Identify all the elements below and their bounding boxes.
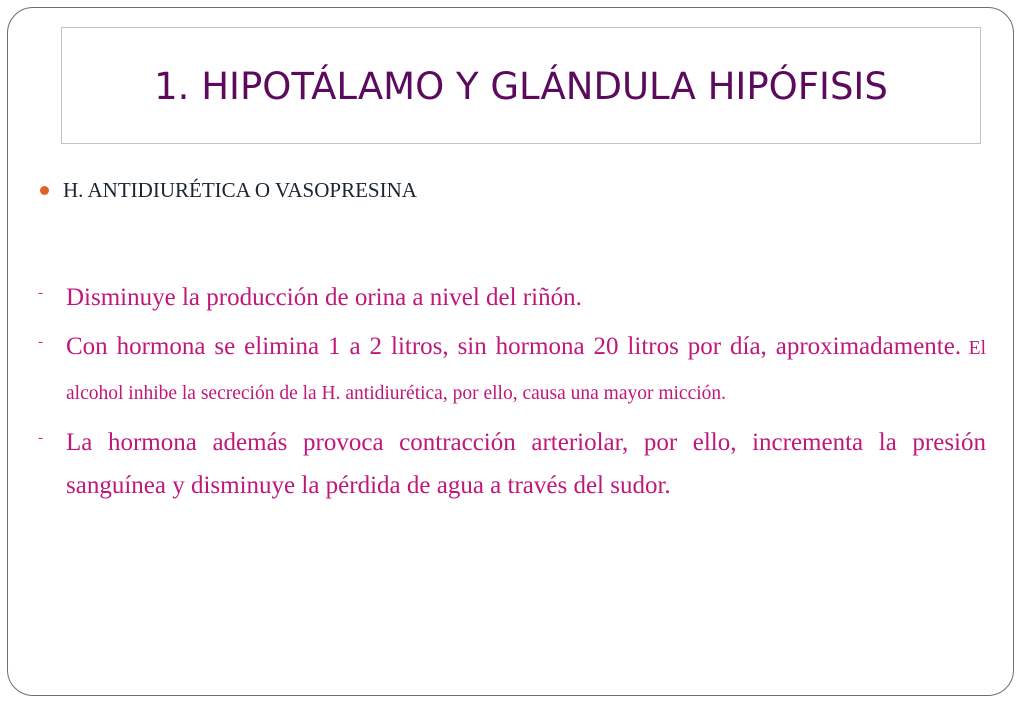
bullet-heading-text: H. ANTIDIURÉTICA O VASOPRESINA [63,178,417,202]
bullet-dot-icon [40,186,49,195]
list-item [38,421,986,507]
dash-list [38,276,986,513]
bullet-heading [40,178,417,203]
title-box [61,27,981,144]
list-item-note-text: El alcohol inhibe la secreción de la H. antidiurética, por ello, causa una mayor micción. [66,338,986,404]
slide-title: 1. HIPOTÁLAMO Y GLÁNDULA HIPÓFISIS [154,65,888,108]
list-item-main-text: Con hormona se elimina 1 a 2 litros, sin hormona 20 litros por día, aproximadamente. [66,333,962,360]
list-item-text: La hormona además provoca contracción arteriolar, por ello, incrementa la presión sanguínea y disminuye la pérdida de agua a través del sudor. [66,429,986,499]
dash-marker: - [38,430,43,446]
list-item-text [66,325,986,415]
list-item-text: Disminuye la producción de orina a nivel del riñón. [66,284,582,311]
dash-marker: - [38,285,43,301]
list-item [38,325,986,415]
dash-marker: - [38,334,43,350]
list-item [38,276,986,319]
